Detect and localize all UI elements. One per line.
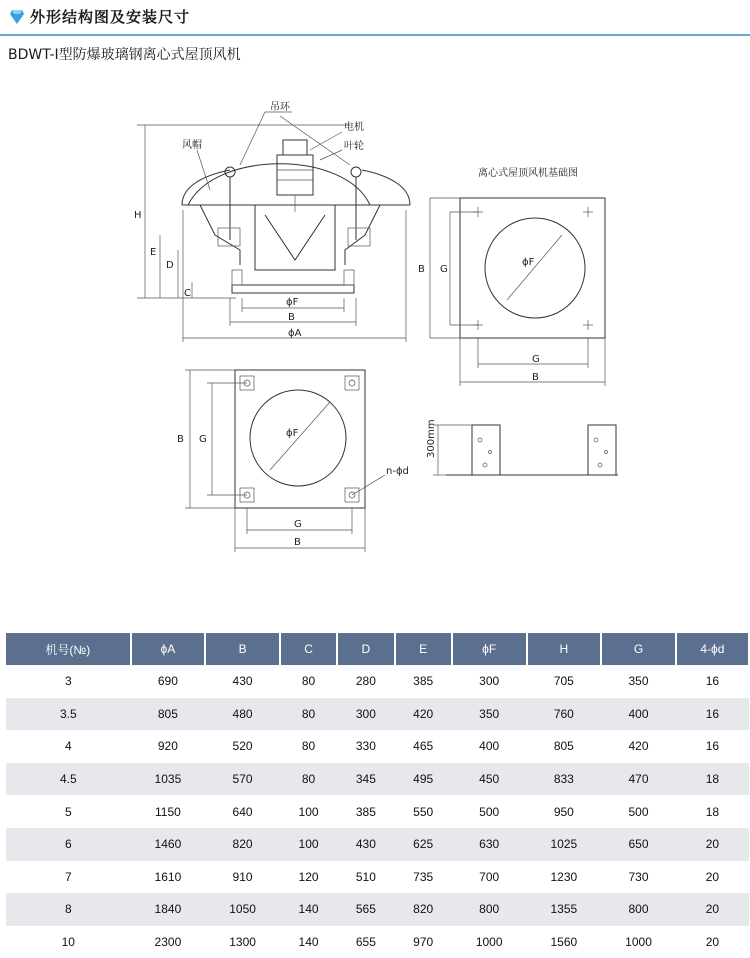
table-cell: 625 <box>395 828 452 861</box>
table-cell: 1150 <box>131 795 206 828</box>
table-row <box>6 730 749 763</box>
table-cell: 1355 <box>527 893 602 926</box>
table-cell: 18 <box>676 795 749 828</box>
table-cell: 4 <box>6 730 131 763</box>
table-cell: 520 <box>205 730 280 763</box>
table-cell: 5 <box>6 795 131 828</box>
table-row <box>6 795 749 828</box>
table-cell: 385 <box>395 665 452 698</box>
col-header: 4-ϕd <box>676 633 749 665</box>
plan-dim-phi-f: ϕF <box>286 428 299 439</box>
col-header: ϕA <box>131 633 206 665</box>
foundation-dim-b: B <box>532 372 539 383</box>
table-cell: 1000 <box>452 926 527 958</box>
col-header: 机号(№) <box>6 633 131 665</box>
table-cell: 16 <box>676 665 749 698</box>
table-cell: 800 <box>452 893 527 926</box>
table-cell: 1300 <box>205 926 280 958</box>
table-cell: 300 <box>452 665 527 698</box>
foundation-section-view <box>426 419 618 475</box>
table-cell: 655 <box>337 926 394 958</box>
table-cell: 700 <box>452 861 527 894</box>
table-cell: 550 <box>395 795 452 828</box>
col-header: C <box>280 633 337 665</box>
table-cell: 495 <box>395 763 452 796</box>
plan-view <box>177 370 409 552</box>
table-cell: 1460 <box>131 828 206 861</box>
dim-phi-a: ϕA <box>288 328 302 339</box>
table-cell: 20 <box>676 893 749 926</box>
foundation-dim-b-left: B <box>418 264 425 275</box>
table-row <box>6 665 749 698</box>
table-cell: 500 <box>452 795 527 828</box>
dim-phi-f: ϕF <box>286 297 299 308</box>
table-cell: 570 <box>205 763 280 796</box>
table-cell: 650 <box>601 828 676 861</box>
table-cell: 330 <box>337 730 394 763</box>
table-cell: 805 <box>527 730 602 763</box>
spec-table <box>6 633 750 958</box>
dim-c: C <box>184 288 191 299</box>
table-cell: 4.5 <box>6 763 131 796</box>
table-cell: 350 <box>452 698 527 731</box>
table-cell: 16 <box>676 698 749 731</box>
col-header: E <box>395 633 452 665</box>
table-cell: 18 <box>676 763 749 796</box>
table-row <box>6 698 749 731</box>
dim-b: B <box>288 312 295 323</box>
table-cell: 140 <box>280 926 337 958</box>
table-cell: 430 <box>205 665 280 698</box>
dim-e: E <box>150 247 157 258</box>
plan-dim-b-left: B <box>177 434 184 445</box>
section-title: 外形结构图及安装尺寸 <box>30 8 191 26</box>
table-row <box>6 926 749 958</box>
foundation-title: 离心式屋顶风机基础图 <box>478 168 578 179</box>
table-cell: 1610 <box>131 861 206 894</box>
table-cell: 80 <box>280 665 337 698</box>
table-cell: 465 <box>395 730 452 763</box>
table-cell: 3.5 <box>6 698 131 731</box>
foundation-view <box>418 166 605 386</box>
plan-dim-g: G <box>294 519 302 530</box>
elevation-view <box>134 101 410 342</box>
table-cell: 833 <box>527 763 602 796</box>
dim-h: H <box>134 210 142 221</box>
foundation-dim-phi-f: ϕF <box>522 257 535 268</box>
table-cell: 8 <box>6 893 131 926</box>
table-cell: 100 <box>280 795 337 828</box>
label-hood: 风帽 <box>182 140 202 151</box>
model-title: BDWT-Ⅰ型防爆玻璃钢离心式屋顶风机 <box>8 47 241 63</box>
table-row <box>6 763 749 796</box>
dim-d: D <box>166 260 174 271</box>
table-cell: 800 <box>601 893 676 926</box>
foundation-dim-g-left: G <box>440 264 448 275</box>
label-hook-ring: 吊环 <box>270 102 290 113</box>
table-cell: 500 <box>601 795 676 828</box>
table-cell: 345 <box>337 763 394 796</box>
table-cell: 970 <box>395 926 452 958</box>
plan-dim-g-left: G <box>199 434 207 445</box>
col-header: ϕF <box>452 633 527 665</box>
table-cell: 1050 <box>205 893 280 926</box>
table-cell: 20 <box>676 926 749 958</box>
table-row <box>6 861 749 894</box>
table-cell: 820 <box>205 828 280 861</box>
table-cell: 950 <box>527 795 602 828</box>
table-cell: 385 <box>337 795 394 828</box>
table-cell: 6 <box>6 828 131 861</box>
table-cell: 420 <box>601 730 676 763</box>
col-header: G <box>601 633 676 665</box>
section-header <box>0 0 750 36</box>
table-cell: 820 <box>395 893 452 926</box>
table-cell: 510 <box>337 861 394 894</box>
table-cell: 140 <box>280 893 337 926</box>
table-cell: 400 <box>452 730 527 763</box>
table-cell: 805 <box>131 698 206 731</box>
table-header-row <box>6 633 749 665</box>
table-cell: 20 <box>676 861 749 894</box>
table-cell: 400 <box>601 698 676 731</box>
table-cell: 350 <box>601 665 676 698</box>
table-cell: 120 <box>280 861 337 894</box>
table-cell: 300 <box>337 698 394 731</box>
table-cell: 730 <box>601 861 676 894</box>
table-cell: 760 <box>527 698 602 731</box>
table-cell: 2300 <box>131 926 206 958</box>
label-impeller: 叶轮 <box>344 141 364 152</box>
table-cell: 10 <box>6 926 131 958</box>
table-cell: 690 <box>131 665 206 698</box>
table-cell: 1230 <box>527 861 602 894</box>
table-cell: 705 <box>527 665 602 698</box>
table-cell: 1035 <box>131 763 206 796</box>
section-dim-300mm: 300mm <box>426 419 437 458</box>
col-header: H <box>527 633 602 665</box>
diamond-icon <box>10 9 24 25</box>
table-cell: 480 <box>205 698 280 731</box>
table-cell: 430 <box>337 828 394 861</box>
col-header: B <box>205 633 280 665</box>
table-cell: 450 <box>452 763 527 796</box>
table-cell: 920 <box>131 730 206 763</box>
table-cell: 1560 <box>527 926 602 958</box>
table-cell: 3 <box>6 665 131 698</box>
table-row <box>6 893 749 926</box>
table-cell: 1025 <box>527 828 602 861</box>
table-cell: 630 <box>452 828 527 861</box>
table-row <box>6 828 749 861</box>
table-cell: 1000 <box>601 926 676 958</box>
table-cell: 910 <box>205 861 280 894</box>
table-cell: 80 <box>280 730 337 763</box>
col-header: D <box>337 633 394 665</box>
table-cell: 420 <box>395 698 452 731</box>
foundation-dim-g: G <box>532 354 540 365</box>
plan-dim-n-phid: n-ϕd <box>386 466 409 477</box>
table-cell: 80 <box>280 763 337 796</box>
table-cell: 565 <box>337 893 394 926</box>
table-cell: 470 <box>601 763 676 796</box>
table-cell: 1840 <box>131 893 206 926</box>
table-cell: 280 <box>337 665 394 698</box>
table-cell: 640 <box>205 795 280 828</box>
table-cell: 16 <box>676 730 749 763</box>
label-motor: 电机 <box>344 122 364 133</box>
plan-dim-b: B <box>294 537 301 548</box>
table-cell: 20 <box>676 828 749 861</box>
fan-dimension-drawing <box>0 70 750 560</box>
table-cell: 7 <box>6 861 131 894</box>
table-cell: 80 <box>280 698 337 731</box>
table-cell: 735 <box>395 861 452 894</box>
table-cell: 100 <box>280 828 337 861</box>
